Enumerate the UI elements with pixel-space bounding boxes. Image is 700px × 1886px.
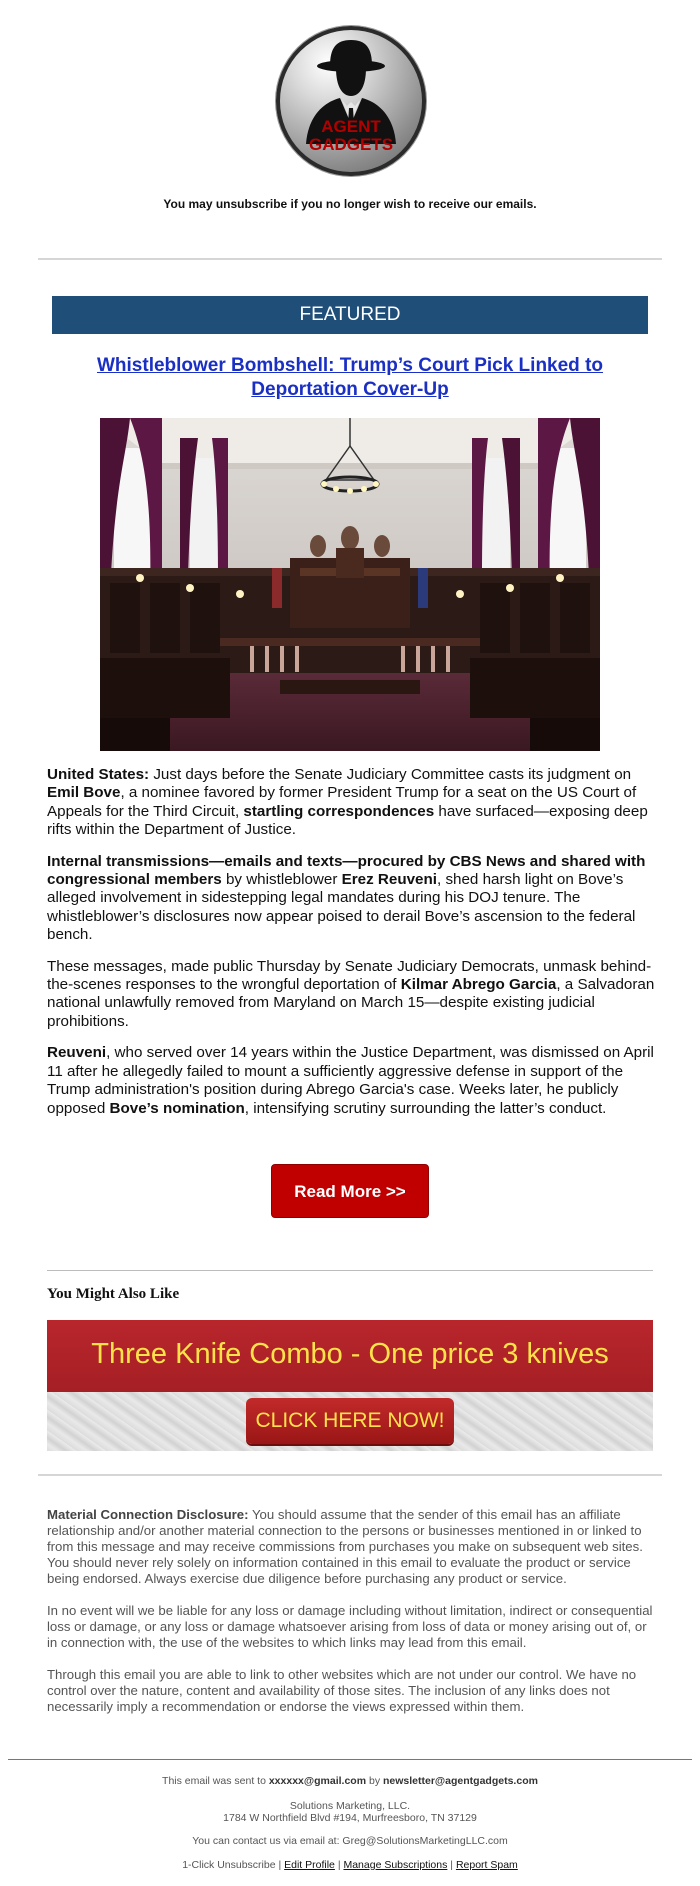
article-p1-lead: United States: — [47, 766, 150, 783]
article-paragraph-2 — [47, 853, 657, 945]
ad-click-here-button[interactable]: CLICK HERE NOW! — [246, 1398, 454, 1444]
footer-sender: newsletter@agentgadgets.com — [383, 1775, 538, 1787]
disclosure-p1-text: You should assume that the sender of this email has an affiliate relationship and/or another material connection to the persons or businesses mentioned in or linked to from this message and may receive commissions from purchases you make on subsequent web sites. You should never rely solely on information contained in this email to evaluate the product or service being endorsed. Always exercise due diligence before purchasing any product or service. — [47, 1507, 643, 1586]
footer-sent-line — [0, 1775, 700, 1787]
article-p4-text-2: , intensifying scrutiny surrounding the latter’s conduct. — [244, 1099, 607, 1117]
read-more-button[interactable]: Read More >> — [271, 1164, 429, 1218]
article-p2-text-2: , shed harsh light on Bove’s alleged involvement in sidestepping legal mandates during his DOJ tenure. The whistleblower’s disclosures now appear poised to derail Bove’s ascension to the federal bench. — [47, 871, 636, 944]
footer-address: 1784 W Northfield Blvd #194, Murfreesboro, TN 37129 — [223, 1812, 477, 1824]
article-p2-bold-1: Internal transmissions—emails and texts—procured by CBS News and shared with congressional members — [47, 852, 646, 889]
courtroom-photo[interactable] — [100, 418, 600, 751]
footer-recipient: xxxxxx@gmail.com — [268, 1775, 367, 1787]
divider — [47, 1270, 653, 1271]
article-p3-text-2: , a Salvadoran national unlawfully removed from Maryland on March 15—despite existing judicial prohibitions. — [47, 976, 655, 1030]
knife-combo-ad-banner[interactable] — [47, 1320, 653, 1451]
disclosure-paragraph-1 — [47, 1507, 656, 1587]
article-paragraph-1 — [47, 766, 657, 840]
article-p4-text-1: , who served over 14 years within the Justice Department, was dismissed on April 11 after he allegedly failed to mount a sufficiently aggressive defense in support of the Trump administration's position during Abrego Garcia's case. Weeks later, he publicly opposed — [47, 1044, 654, 1117]
article-p1-text-2: , a nominee favored by former President Trump for a seat on the US Court of Appeals for the Third Circuit, — [47, 784, 637, 820]
footer-contact: You can contact us via email at: Greg@SolutionsMarketingLLC.com — [192, 1835, 508, 1847]
divider — [38, 258, 662, 260]
courtroom-image — [100, 418, 600, 751]
edit-profile-link[interactable]: Edit Profile — [284, 1859, 335, 1871]
logo-text-agent: AGENT — [321, 117, 381, 136]
unsubscribe-notice: You may unsubscribe if you no longer wish to receive our emails. — [163, 197, 537, 211]
disclosure-paragraph-3: Through this email you are able to link to other websites which are not under our control. We have no control over the nature, content and availability of those sites. The inclusion of any links does not necessarily imply a recommendation or endorse the views expressed within them. — [47, 1667, 637, 1714]
divider — [38, 1474, 662, 1476]
featured-headline-link[interactable]: Whistleblower Bombshell: Trump’s Court Pick Linked to Deportation Cover-Up — [96, 355, 603, 400]
footer-sent-by: by — [366, 1775, 383, 1787]
disclosure-paragraph-2: In no event will we be liable for any loss or damage including without limitation, indirect or consequential loss or damage, or any loss or damage whatsoever arising from loss of data or money arising out of, or in connection with, the use of the websites to which links may lead from this email. — [47, 1603, 653, 1650]
footer-company: Solutions Marketing, LLC. — [289, 1800, 411, 1812]
footer-separator: | — [334, 1859, 344, 1871]
article-paragraph-3 — [47, 958, 657, 1032]
article-p4-bold-2: Bove’s nomination — [109, 1099, 245, 1117]
agent-gadgets-logo[interactable] — [276, 26, 426, 176]
disclosure-label: Material Connection Disclosure: — [47, 1507, 249, 1522]
disclosure-section — [47, 1507, 656, 1731]
article-p1-text-3: have surfaced—exposing deep rifts within the Department of Justice. — [47, 802, 648, 839]
article-paragraph-4 — [47, 1044, 657, 1118]
article-p2-bold-2: Erez Reuveni — [341, 871, 437, 889]
you-might-also-like-heading: You Might Also Like — [47, 1286, 180, 1302]
footer-links — [0, 1859, 700, 1871]
article-p1-text-1: Just days before the Senate Judiciary Committee casts its judgment on — [149, 766, 632, 783]
article-body — [47, 766, 657, 1131]
footer-divider — [8, 1759, 692, 1760]
ad-title: Three Knife Combo - One price 3 knives — [91, 1338, 609, 1370]
article-p1-bold-2: startling correspondences — [243, 802, 435, 820]
article-p3-text-1: These messages, made public Thursday by Senate Judiciary Democrats, unmask behind-the-scenes responses to the wrongful deportation of — [47, 957, 652, 994]
footer-sent-prefix: This email was sent to — [162, 1775, 269, 1787]
manage-subscriptions-link[interactable]: Manage Subscriptions — [343, 1859, 448, 1871]
article-p2-text-1: by whistleblower — [221, 871, 342, 889]
article-p4-bold-1: Reuveni — [47, 1044, 107, 1062]
featured-banner: FEATURED — [52, 296, 648, 334]
one-click-unsubscribe-link[interactable]: 1-Click Unsubscribe — [182, 1859, 276, 1871]
logo-text-gadgets: GADGETS — [308, 135, 394, 154]
report-spam-link[interactable]: Report Spam — [455, 1859, 518, 1871]
footer-separator: | — [447, 1859, 456, 1871]
footer-separator: | — [275, 1859, 285, 1871]
article-p1-bold-1: Emil Bove — [47, 784, 121, 802]
article-p3-bold-1: Kilmar Abrego Garcia — [400, 976, 557, 994]
